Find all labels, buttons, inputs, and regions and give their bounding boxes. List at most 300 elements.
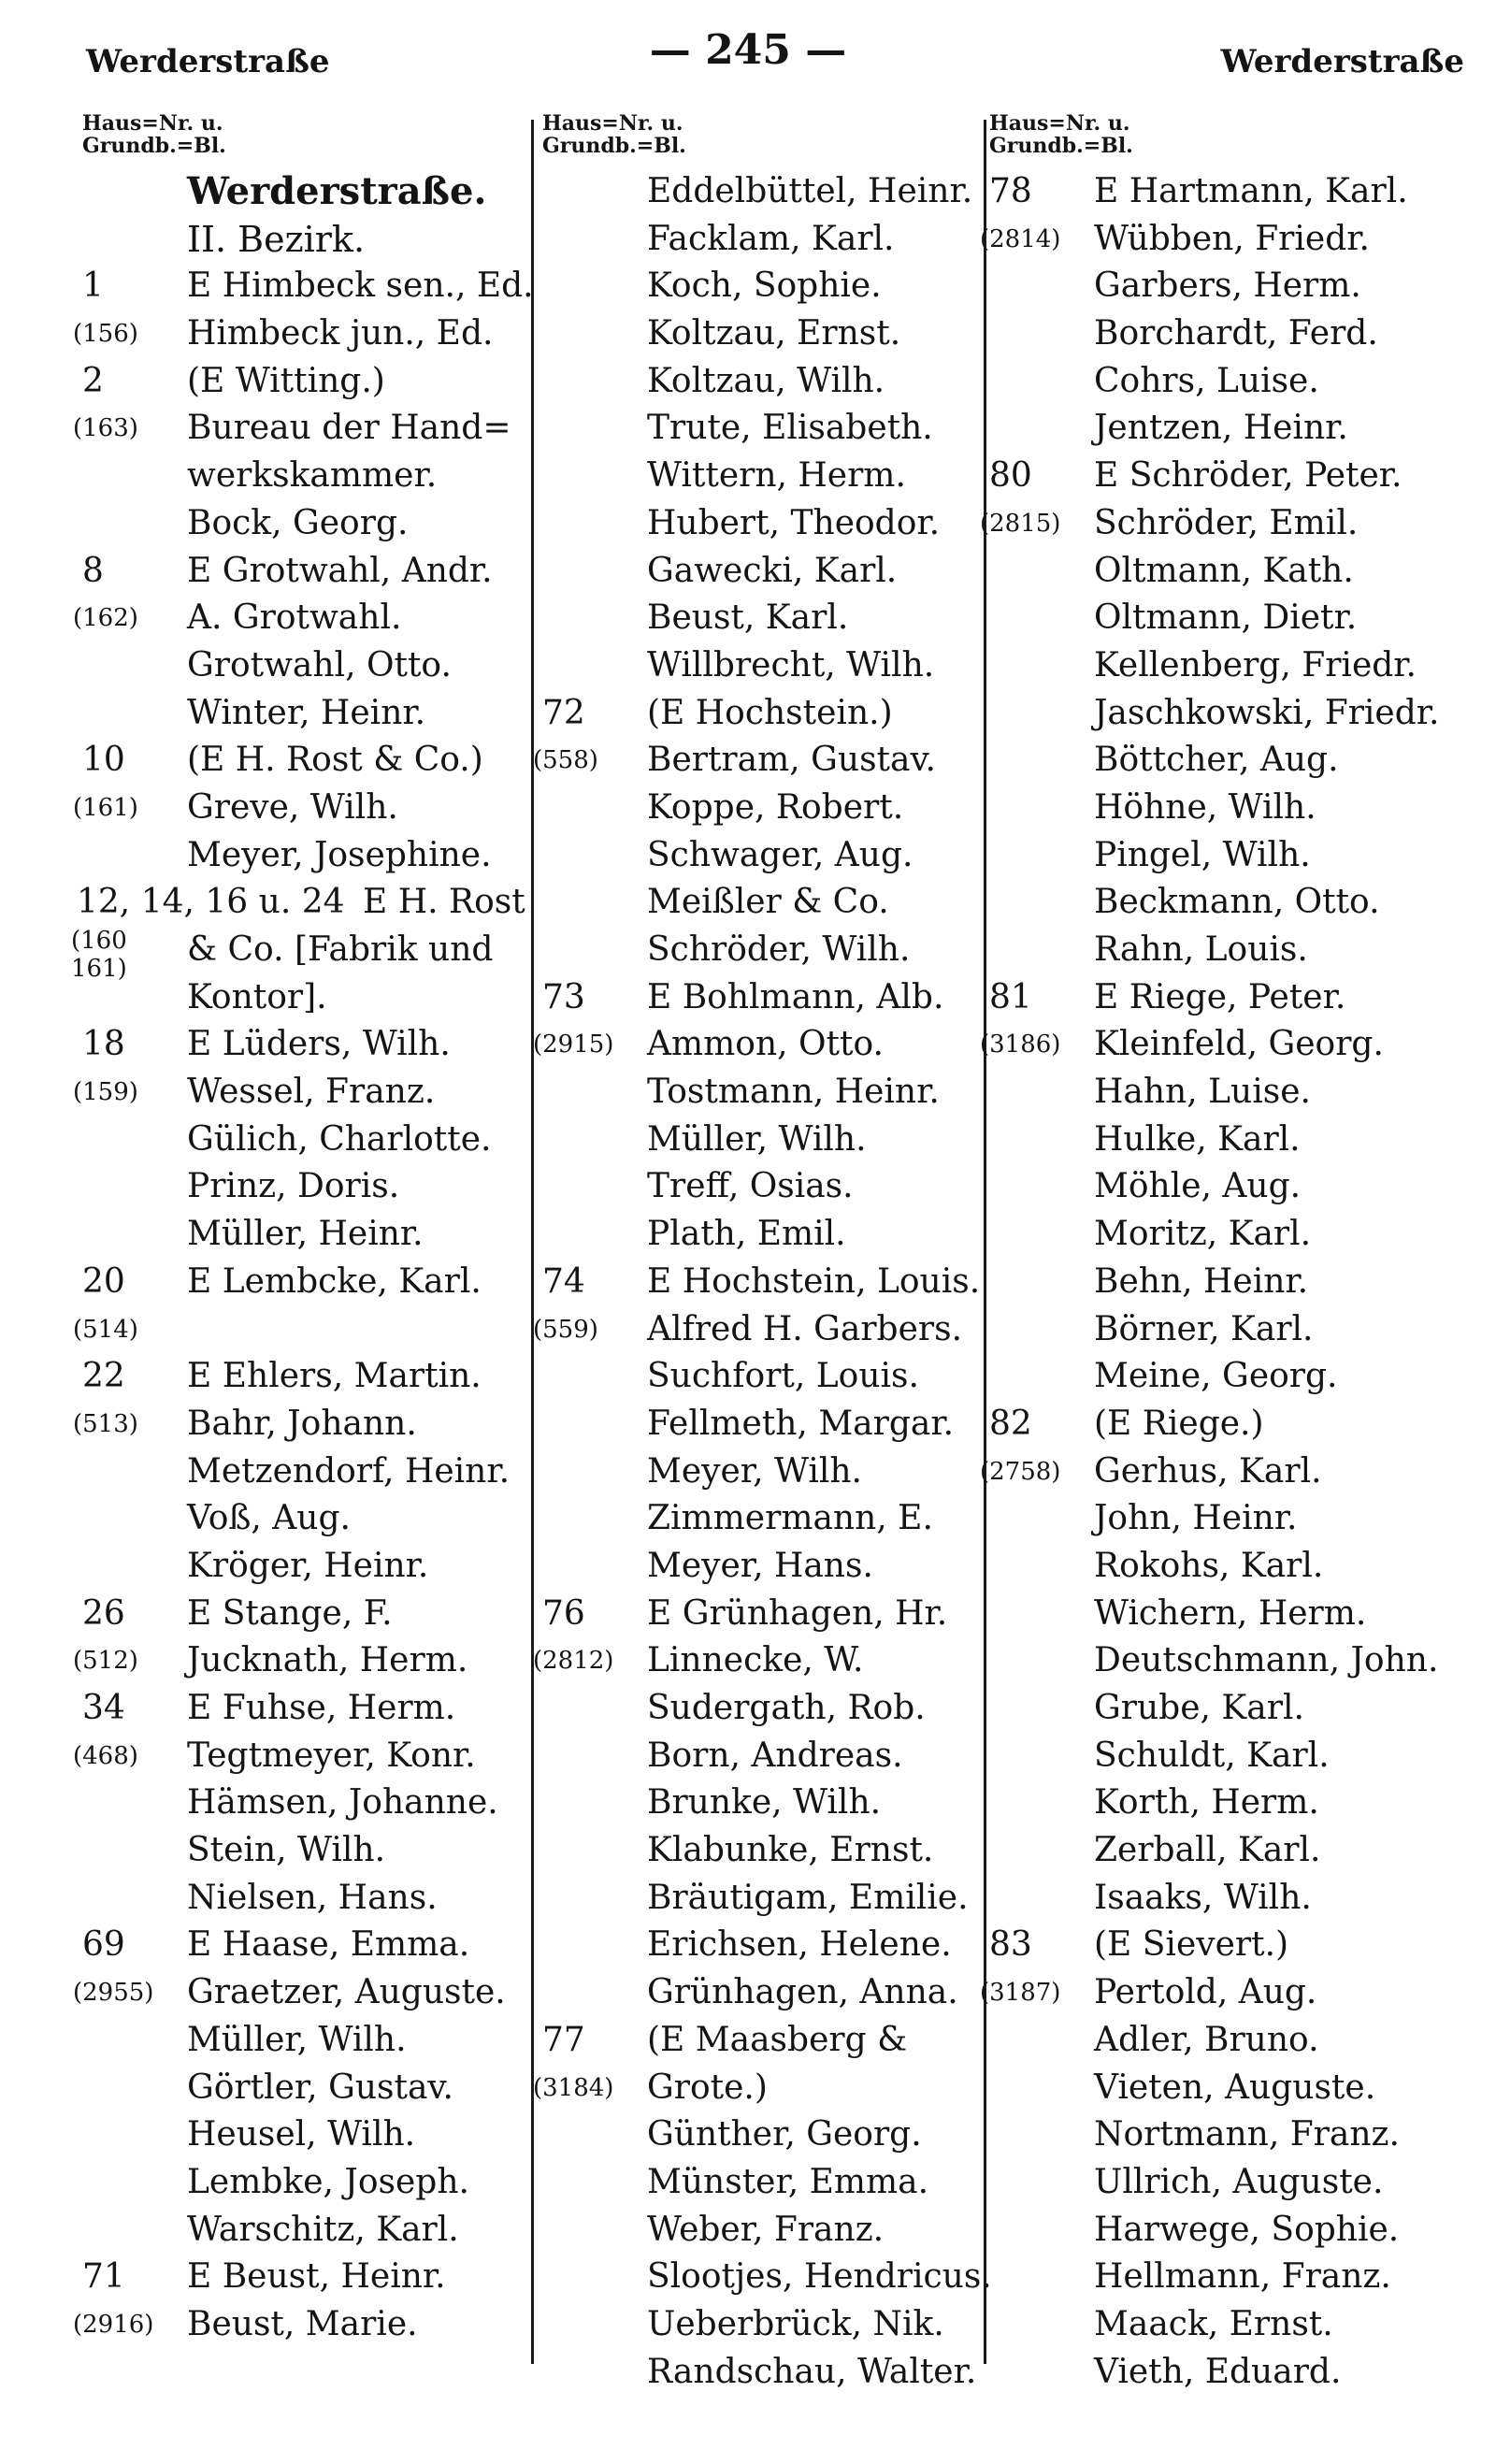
directory-line (980, 1969, 1475, 2017)
directory-line (989, 1211, 1475, 1259)
directory-line (73, 1733, 531, 1780)
resident-entry: werkskammer. (187, 456, 438, 496)
house-number: 10 (82, 741, 125, 780)
resident-entry: E Hochstein, Louis. (647, 1261, 981, 1301)
directory-line (542, 405, 991, 453)
column-head-line: Grundb.=Bl. (82, 134, 226, 158)
column-head-line: Grundb.=Bl. (542, 134, 686, 158)
directory-line (989, 2207, 1475, 2255)
directory-line (989, 595, 1475, 642)
resident-entry: E Lembcke, Karl. (187, 1261, 482, 1301)
directory-line (542, 1685, 991, 1733)
resident-entry: E Lüders, Wilh. (187, 1025, 451, 1064)
directory-line (542, 642, 991, 690)
resident-entry: Klabunke, Ernst. (647, 1831, 934, 1870)
resident-entry: Harwege, Sophie. (1094, 2210, 1400, 2249)
grundbuch-number: (159) (73, 1078, 138, 1107)
directory-line (542, 832, 991, 880)
directory-line (82, 1448, 531, 1496)
directory-line (989, 737, 1475, 785)
resident-entry: Bock, Georg. (187, 503, 409, 542)
directory-line (542, 1780, 991, 1827)
directory-line (989, 1543, 1475, 1591)
directory-line (73, 1401, 531, 1448)
resident-entry: John, Heinr. (1094, 1499, 1298, 1538)
resident-entry: (E Riege.) (1094, 1404, 1264, 1443)
resident-entry: Garbers, Herm. (1094, 267, 1361, 306)
directory-line (989, 879, 1475, 927)
resident-entry: Schwager, Aug. (647, 835, 913, 874)
resident-entry: Schuldt, Karl. (1094, 1736, 1330, 1775)
directory-line (989, 1685, 1475, 1733)
resident-entry: Isaaks, Wilh. (1094, 1878, 1312, 1917)
column-head-line: Grundb.=Bl. (989, 134, 1133, 158)
directory-line (989, 1353, 1475, 1401)
resident-entry: Werderstraße. (187, 169, 487, 213)
resident-entry: Schröder, Emil. (1094, 503, 1359, 542)
resident-entry: E Grünhagen, Hr. (647, 1593, 948, 1633)
directory-line (542, 2017, 991, 2065)
page-number: — 245 — (649, 26, 847, 74)
resident-entry: Ammon, Otto. (647, 1025, 884, 1064)
resident-entry: Ueberbrück, Nik. (647, 2304, 944, 2343)
resident-entry: Kleinfeld, Georg. (1094, 1025, 1384, 1064)
resident-entry: Zerball, Karl. (1094, 1831, 1321, 1870)
directory-line (82, 737, 531, 785)
resident-entry: Warschitz, Karl. (187, 2210, 459, 2249)
resident-entry: Greve, Wilh. (187, 787, 398, 827)
resident-entry: Slootjes, Hendricus. (647, 2257, 992, 2297)
resident-entry: Wessel, Franz. (187, 1073, 436, 1112)
resident-entry: Koppe, Robert. (647, 787, 904, 827)
directory-line (989, 263, 1475, 310)
resident-entry: Deutschmann, John. (1094, 1641, 1439, 1680)
resident-entry: Zimmermann, E. (647, 1499, 933, 1538)
resident-entry: Meyer, Hans. (647, 1546, 873, 1585)
resident-entry: Pingel, Wilh. (1094, 835, 1311, 874)
directory-line (989, 1117, 1475, 1164)
directory-line (73, 310, 531, 358)
resident-entry: Meine, Georg. (1094, 1357, 1338, 1396)
grundbuch-number: (3186) (980, 1030, 1061, 1059)
directory-line (989, 832, 1475, 880)
resident-entry: Kröger, Heinr. (187, 1546, 429, 1585)
resident-entry: Vieten, Auguste. (1094, 2068, 1376, 2107)
resident-entry: Prinz, Doris. (187, 1167, 400, 1206)
directory-line (989, 1827, 1475, 1875)
directory-line (73, 2301, 531, 2349)
grundbuch-number: (2758) (980, 1457, 1061, 1486)
directory-line (82, 2017, 531, 2065)
directory-line (989, 1875, 1475, 1923)
house-number: 34 (82, 1689, 125, 1727)
resident-entry: Grote.) (647, 2068, 768, 2107)
directory-line (533, 1021, 991, 1069)
resident-entry: Hubert, Theodor. (647, 503, 941, 542)
resident-entry: E Ehlers, Martin. (187, 1357, 482, 1396)
directory-line (989, 548, 1475, 596)
directory-line (82, 832, 531, 880)
directory-line (82, 1827, 531, 1875)
directory-line (989, 690, 1475, 738)
directory-line (989, 453, 1475, 500)
resident-entry: Möhle, Aug. (1094, 1167, 1302, 1206)
house-number: 80 (989, 456, 1032, 496)
resident-entry: Bureau der Hand= (187, 409, 511, 448)
resident-entry: Erichsen, Helene. (647, 1925, 952, 1965)
house-number: 78 (989, 172, 1032, 210)
directory-line (989, 1780, 1475, 1827)
directory-line (82, 2254, 531, 2301)
house-number: 69 (82, 1925, 125, 1965)
resident-entry: E Bohlmann, Alb. (647, 977, 944, 1016)
column-head-line: Haus=Nr. u. (82, 111, 223, 136)
directory-line (73, 1637, 531, 1685)
resident-entry: Rahn, Louis. (1094, 930, 1308, 969)
column-head-line: Haus=Nr. u. (542, 111, 683, 136)
resident-entry: E Hartmann, Karl. (1094, 172, 1408, 210)
directory-line (989, 1401, 1475, 1448)
directory-line (82, 358, 531, 406)
resident-entry: Kontor]. (187, 977, 327, 1016)
grundbuch-number: (161) (73, 793, 138, 822)
directory-line (542, 690, 991, 738)
directory-line (989, 785, 1475, 832)
grundbuch-number: (514) (73, 1315, 138, 1344)
resident-entry: (E H. Rost & Co.) (187, 741, 483, 780)
grundbuch-number: (558) (533, 746, 598, 775)
directory-line (82, 1780, 531, 1827)
resident-entry: Koch, Sophie. (647, 267, 882, 306)
directory-line (82, 2111, 531, 2159)
directory-line (542, 1163, 991, 1211)
directory-line (542, 263, 991, 310)
resident-entry: Tostmann, Heinr. (647, 1073, 940, 1112)
resident-entry: Koltzau, Ernst. (647, 314, 901, 353)
directory-line (533, 2065, 991, 2112)
directory-line (542, 1969, 991, 2017)
resident-entry: Gerhus, Karl. (1094, 1451, 1322, 1491)
directory-line (73, 1306, 531, 1354)
directory-line (82, 453, 531, 500)
grundbuch-number: (3184) (533, 2073, 614, 2102)
house-number: 12, 14, 16 u. 24 (77, 883, 345, 922)
resident-entry: E Schröder, Peter. (1094, 456, 1402, 496)
house-number: 71 (82, 2257, 125, 2297)
resident-entry: Himbeck jun., Ed. (187, 314, 494, 353)
resident-entry: Lembke, Joseph. (187, 2162, 469, 2201)
resident-entry: Günther, Georg. (647, 2115, 922, 2154)
house-number: 8 (82, 551, 104, 590)
directory-line (82, 1353, 531, 1401)
resident-entry: Facklam, Karl. (647, 219, 895, 258)
grundbuch-number: (2812) (533, 1647, 614, 1676)
resident-entry: Eddelbüttel, Heinr. (647, 172, 973, 210)
directory-line (82, 1259, 531, 1306)
house-number: 73 (542, 977, 585, 1016)
resident-entry: Stein, Wilh. (187, 1831, 386, 1870)
resident-entry: (E Witting.) (187, 361, 385, 400)
resident-entry: (E Sievert.) (1094, 1925, 1289, 1965)
directory-line (73, 785, 531, 832)
resident-entry: Oltmann, Kath. (1094, 551, 1354, 590)
directory-line (82, 2065, 531, 2112)
resident-entry: Jaschkowski, Friedr. (1094, 693, 1440, 732)
resident-entry: Plath, Emil. (647, 1215, 846, 1254)
directory-line (542, 2349, 991, 2397)
grundbuch-number: (559) (533, 1315, 598, 1344)
resident-entry: Bertram, Gustav. (647, 741, 936, 780)
grundbuch-number: (2916) (73, 2310, 154, 2339)
grundbuch-number: (163) (73, 414, 138, 443)
resident-entry: II. Bezirk. (187, 218, 366, 260)
house-number: 81 (989, 977, 1032, 1016)
directory-line (542, 1591, 991, 1638)
resident-entry: Grotwahl, Otto. (187, 645, 452, 684)
directory-line (542, 1117, 991, 1164)
directory-line (82, 500, 531, 548)
resident-entry: Kellenberg, Friedr. (1094, 645, 1417, 684)
resident-entry: Grünhagen, Anna. (647, 1973, 958, 2012)
directory-line (989, 2301, 1475, 2349)
directory-line (542, 2207, 991, 2255)
grundbuch-number: (156) (73, 320, 138, 349)
directory-line (82, 974, 531, 1022)
directory-line (989, 1733, 1475, 1780)
resident-entry: Hellmann, Franz. (1094, 2257, 1391, 2297)
resident-entry: Jentzen, Heinr. (1094, 409, 1348, 448)
directory-line (989, 1495, 1475, 1543)
resident-entry: Randschau, Walter. (647, 2352, 977, 2391)
grundbuch-number: (2915) (533, 1030, 614, 1059)
directory-line (980, 216, 1475, 264)
resident-entry: Wichern, Herm. (1094, 1593, 1367, 1633)
directory-line (980, 500, 1475, 548)
resident-entry: Oltmann, Dietr. (1094, 598, 1358, 638)
grundbuch-number: (162) (73, 604, 138, 633)
directory-line (77, 879, 531, 927)
directory-line (989, 168, 1475, 216)
directory-line (73, 595, 531, 642)
house-number: 74 (542, 1261, 585, 1301)
directory-line (542, 879, 991, 927)
column-rule (531, 120, 534, 2364)
directory-line (989, 642, 1475, 690)
directory-line (73, 1069, 531, 1117)
house-number: 1 (82, 267, 104, 306)
resident-entry: Bräutigam, Emilie. (647, 1878, 969, 1917)
resident-entry: E Fuhse, Herm. (187, 1689, 456, 1727)
resident-entry: Pertold, Aug. (1094, 1973, 1317, 2012)
resident-entry: Wittern, Herm. (647, 456, 906, 496)
directory-line (980, 1021, 1475, 1069)
directory-line (989, 1163, 1475, 1211)
resident-entry: Metzendorf, Heinr. (187, 1451, 511, 1491)
resident-entry: Willbrecht, Wilh. (647, 645, 935, 684)
directory-line (989, 358, 1475, 406)
resident-entry: Borchardt, Ferd. (1094, 314, 1378, 353)
resident-entry: Treff, Osias. (647, 1167, 854, 1206)
directory-line (542, 1922, 991, 1969)
resident-entry: Behn, Heinr. (1094, 1261, 1309, 1301)
resident-entry: Müller, Wilh. (187, 2020, 407, 2059)
resident-entry: Gülich, Charlotte. (187, 1119, 492, 1159)
resident-entry: Meyer, Josephine. (187, 835, 492, 874)
running-head-right: Werderstraße (1220, 43, 1464, 80)
directory-line (989, 2254, 1475, 2301)
directory-line (542, 453, 991, 500)
directory-line (542, 1448, 991, 1496)
directory-line (542, 1875, 991, 1923)
resident-entry: Ullrich, Auguste. (1094, 2162, 1384, 2201)
resident-entry: Hämsen, Johanne. (187, 1783, 498, 1823)
resident-entry: Wübben, Friedr. (1094, 219, 1370, 258)
resident-entry: Brunke, Wilh. (647, 1783, 882, 1823)
house-number: 18 (82, 1025, 125, 1064)
street-title (82, 168, 531, 216)
directory-line (989, 1637, 1475, 1685)
directory-line (542, 500, 991, 548)
directory-line (980, 1448, 1475, 1496)
directory-line (82, 1021, 531, 1069)
resident-entry: Gawecki, Karl. (647, 551, 898, 590)
column-head-line: Haus=Nr. u. (989, 111, 1130, 136)
resident-entry: (E Maasberg & (647, 2020, 908, 2059)
directory-line (82, 1922, 531, 1969)
house-number: 77 (542, 2020, 585, 2059)
directory-line (989, 2349, 1475, 2397)
resident-entry: Börner, Karl. (1094, 1309, 1314, 1348)
directory-line (73, 1969, 531, 2017)
house-number: 20 (82, 1261, 125, 1301)
directory-line (542, 2254, 991, 2301)
directory-line (82, 2207, 531, 2255)
resident-entry: A. Grotwahl. (187, 598, 402, 638)
directory-line (989, 405, 1475, 453)
resident-entry: Beust, Karl. (647, 598, 849, 638)
resident-entry: & Co. [Fabrik und (187, 930, 494, 969)
directory-line (542, 1401, 991, 1448)
resident-entry: Müller, Heinr. (187, 1215, 424, 1254)
directory-line (542, 1259, 991, 1306)
directory-line (989, 1591, 1475, 1638)
resident-entry: E Grotwahl, Andr. (187, 551, 493, 590)
resident-entry: Nortmann, Franz. (1094, 2115, 1400, 2154)
directory-line (82, 1495, 531, 1543)
resident-entry: Beust, Marie. (187, 2304, 418, 2343)
directory-line (989, 2065, 1475, 2112)
directory-line (542, 785, 991, 832)
resident-entry: Hahn, Luise. (1094, 1073, 1311, 1112)
directory-line (542, 927, 991, 974)
resident-entry: Schröder, Wilh. (647, 930, 911, 969)
directory-line (542, 2301, 991, 2349)
resident-entry: Weber, Franz. (647, 2210, 885, 2249)
resident-entry: Koltzau, Wilh. (647, 361, 885, 400)
directory-line (82, 548, 531, 596)
directory-line (82, 1117, 531, 1164)
house-number: 26 (82, 1593, 125, 1633)
directory-line (542, 216, 991, 264)
directory-line (533, 737, 991, 785)
directory-line (989, 1922, 1475, 1969)
directory-line (542, 2159, 991, 2207)
grundbuch-number: (2814) (980, 224, 1061, 253)
directory-line (73, 405, 531, 453)
directory-line (542, 1069, 991, 1117)
directory-line (989, 310, 1475, 358)
column-3 (980, 111, 1475, 2396)
directory-line (542, 1827, 991, 1875)
grundbuch-number: (513) (73, 1409, 138, 1438)
resident-entry: Hulke, Karl. (1094, 1119, 1301, 1159)
resident-entry: E Stange, F. (187, 1593, 393, 1633)
resident-entry: Nielsen, Hans. (187, 1878, 438, 1917)
resident-entry: (E Hochstein.) (647, 693, 893, 732)
directory-line (82, 690, 531, 738)
resident-entry: Suchfort, Louis. (647, 1357, 919, 1396)
directory-line (71, 927, 531, 983)
directory-line (82, 1211, 531, 1259)
running-head-left: Werderstraße (86, 43, 330, 80)
resident-entry: Müller, Wilh. (647, 1119, 867, 1159)
resident-entry: Alfred H. Garbers. (647, 1309, 963, 1348)
resident-entry: E Himbeck sen., Ed. (187, 267, 534, 306)
directory-line (542, 548, 991, 596)
directory-line (542, 2111, 991, 2159)
directory-line (82, 1591, 531, 1638)
page-header (0, 26, 1496, 82)
directory-line (82, 1163, 531, 1211)
house-number: 83 (989, 1925, 1032, 1965)
directory-line (82, 2159, 531, 2207)
directory-line (989, 1306, 1475, 1354)
directory-line (989, 1259, 1475, 1306)
house-number: 72 (542, 693, 585, 732)
directory-line (989, 2159, 1475, 2207)
resident-entry: Beckmann, Otto. (1094, 883, 1380, 922)
resident-entry: Sudergath, Rob. (647, 1689, 926, 1727)
directory-line (989, 2017, 1475, 2065)
grundbuch-number: (2815) (980, 509, 1061, 538)
resident-entry: Moritz, Karl. (1094, 1215, 1312, 1254)
resident-entry: Münster, Emma. (647, 2162, 929, 2201)
district-subtitle (82, 216, 531, 264)
directory-line (82, 1875, 531, 1923)
directory-line (542, 310, 991, 358)
directory-line (542, 1211, 991, 1259)
column-2 (533, 111, 992, 2396)
column-head (989, 112, 1475, 168)
resident-entry: Höhne, Wilh. (1094, 787, 1316, 827)
house-number: 82 (989, 1404, 1032, 1443)
directory-line (82, 1543, 531, 1591)
directory-line (82, 263, 534, 310)
house-number: 76 (542, 1593, 585, 1633)
directory-line (542, 1353, 991, 1401)
resident-entry: Winter, Heinr. (187, 693, 426, 732)
resident-entry: Jucknath, Herm. (187, 1641, 468, 1680)
house-number: 2 (82, 361, 104, 400)
grundbuch-number: (512) (73, 1647, 138, 1676)
resident-entry: E H. Rost (363, 883, 525, 922)
directory-line (989, 927, 1475, 974)
directory-line (989, 2111, 1475, 2159)
resident-entry: Rokohs, Karl. (1094, 1546, 1324, 1585)
directory-line (542, 595, 991, 642)
resident-entry: Bahr, Johann. (187, 1404, 417, 1443)
resident-entry: Fellmeth, Margar. (647, 1404, 955, 1443)
